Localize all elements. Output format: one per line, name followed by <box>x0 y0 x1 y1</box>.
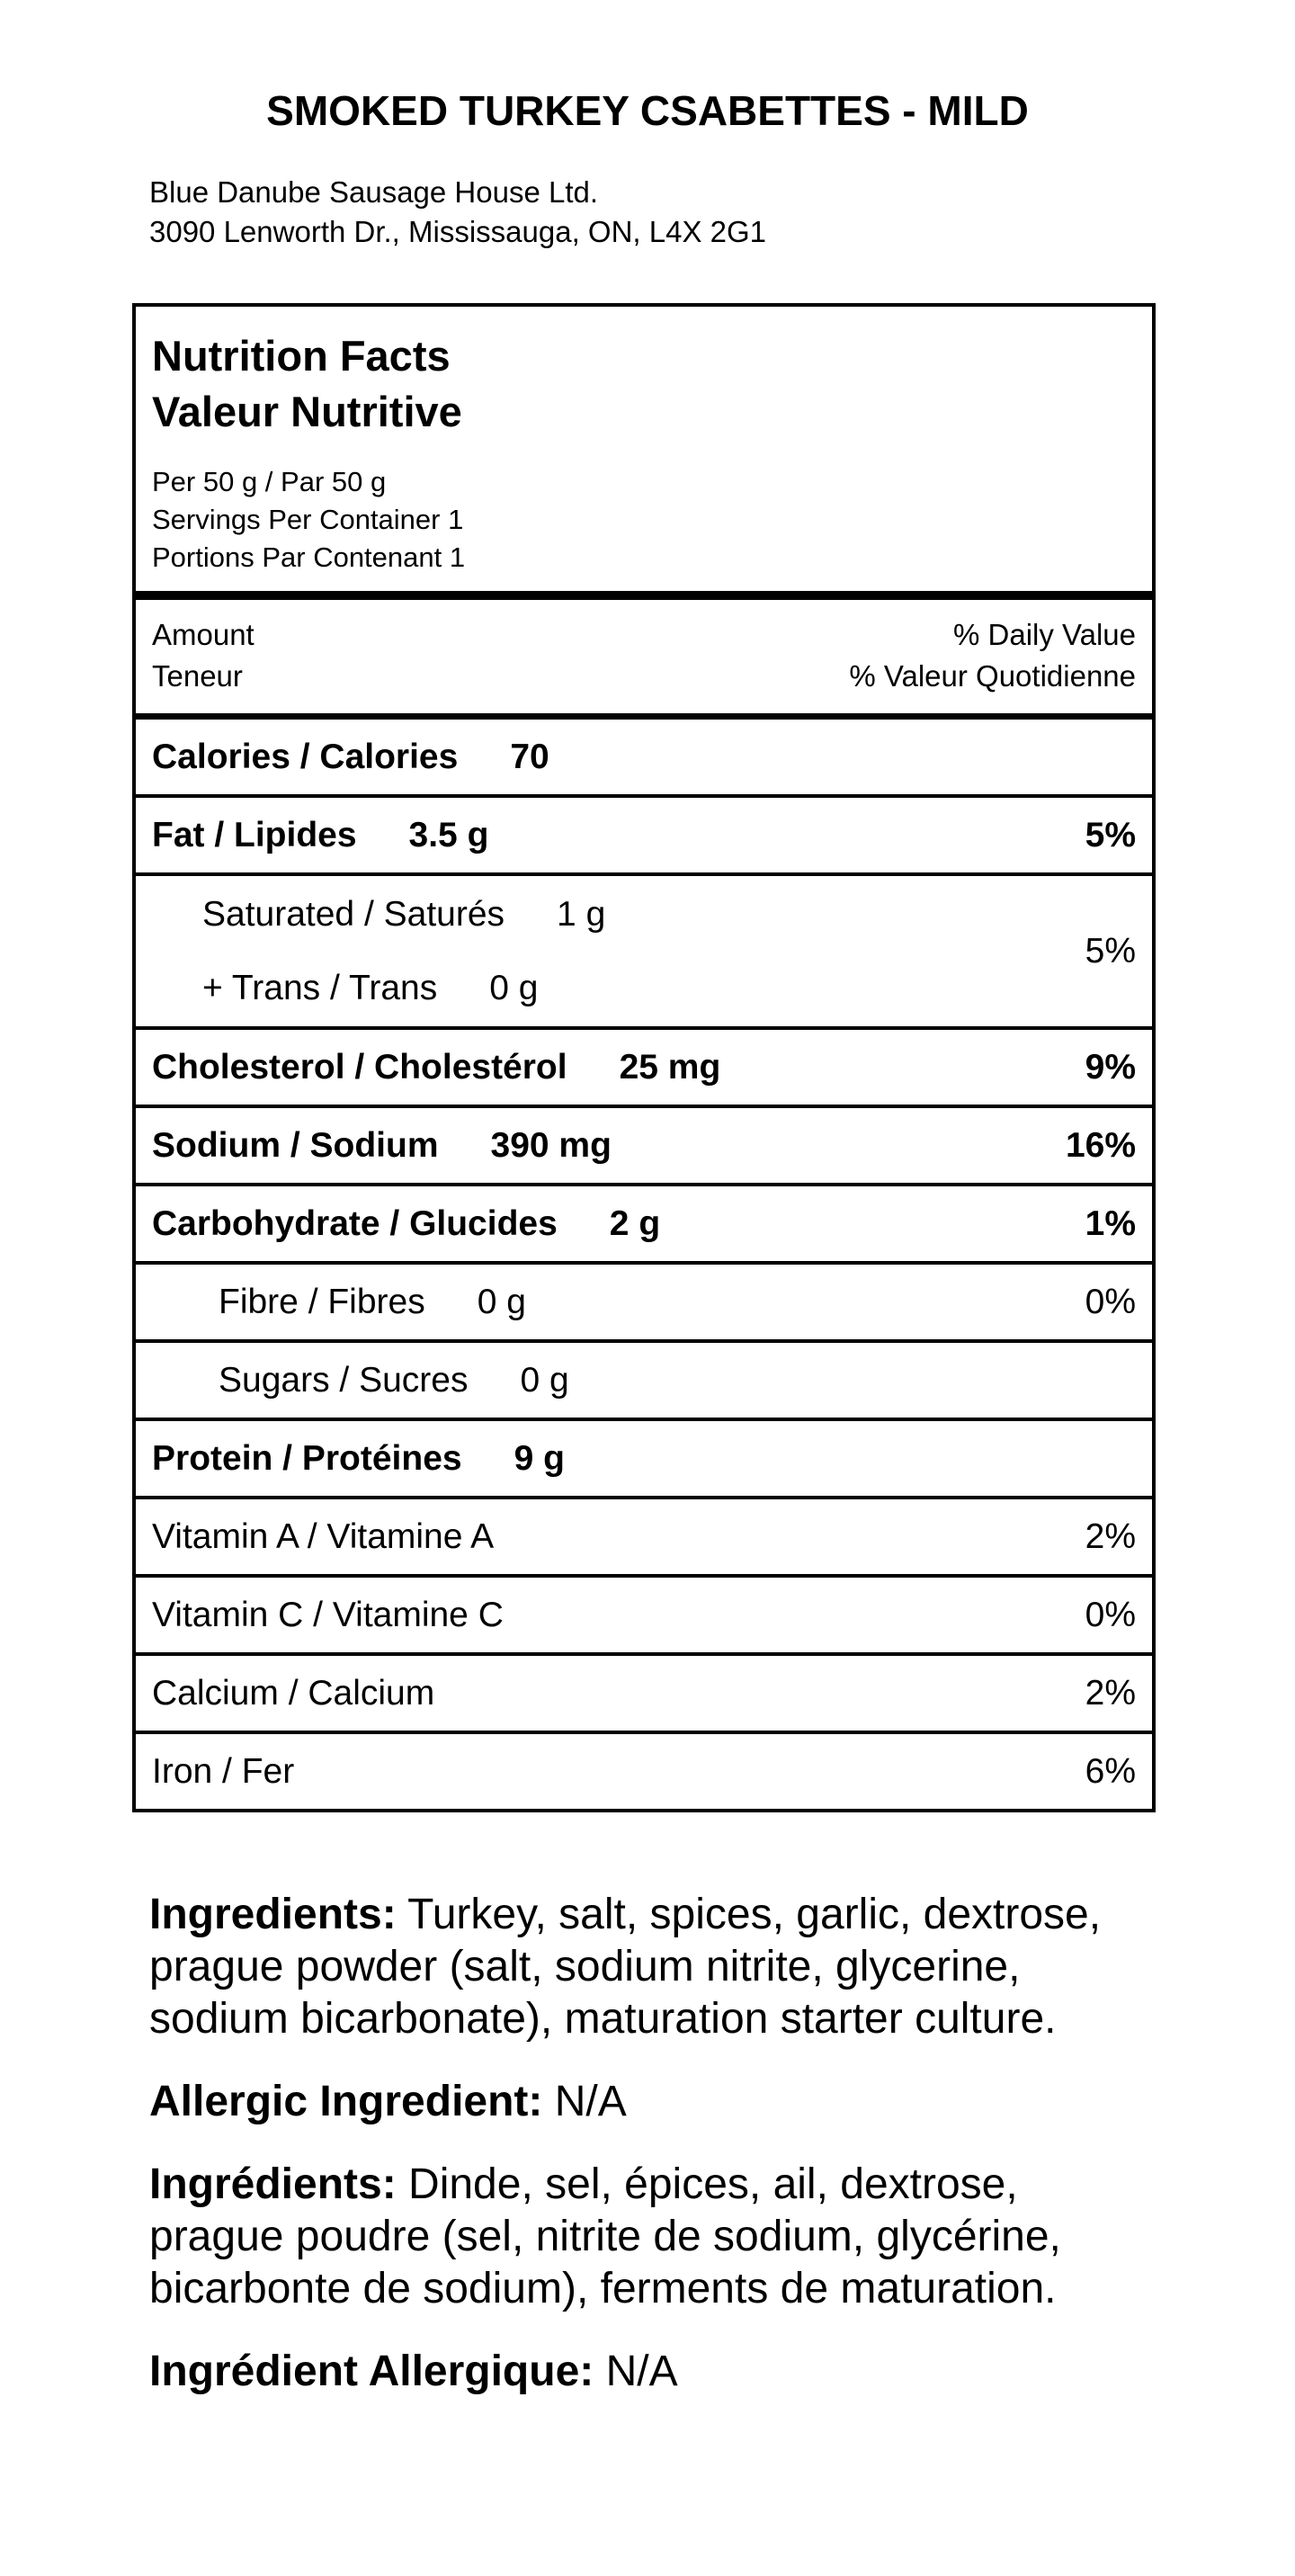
fat-row <box>136 794 1152 872</box>
vitamin-a-row <box>136 1496 1152 1574</box>
servings-per-container-en: Servings Per Container 1 <box>152 504 464 535</box>
thick-divider <box>136 591 1152 600</box>
fibre-percent: 0% <box>1085 1282 1136 1321</box>
facts-title-en: Nutrition Facts <box>152 332 451 380</box>
iron-percent: 6% <box>1085 1751 1136 1791</box>
fibre-row <box>136 1261 1152 1339</box>
calcium-row <box>136 1652 1152 1731</box>
carbohydrate-row <box>136 1183 1152 1261</box>
allergen-en-label: Allergic Ingredient: <box>149 2078 543 2125</box>
sodium-percent: 16% <box>1065 1125 1136 1165</box>
allergen-fr-label: Ingrédient Allergique: <box>149 2348 594 2395</box>
calories-value: 70 <box>510 737 549 776</box>
fat-percent: 5% <box>1085 815 1136 854</box>
protein-row <box>136 1418 1152 1496</box>
amount-labels <box>152 614 255 713</box>
carbohydrate-percent: 1% <box>1085 1203 1136 1243</box>
sugars-row <box>136 1339 1152 1418</box>
cholesterol-label: Cholesterol / Cholestérol <box>152 1047 567 1087</box>
calcium-percent: 2% <box>1085 1673 1136 1713</box>
fat-value: 3.5 g <box>408 815 489 854</box>
fat-label: Fat / Lipides <box>152 815 357 854</box>
vitamin-a-percent: 2% <box>1085 1516 1136 1556</box>
saturated-label: Saturated / Saturés <box>202 894 505 934</box>
medium-divider <box>136 713 1152 720</box>
ingredients-en-text: Turkey, salt, spices, garlic, dextrose, prague powder (salt, sodium nitrite, glycerine, sodium bicarbonate), maturation starter culture. <box>149 1891 1102 2043</box>
saturated-trans-list <box>152 895 605 1008</box>
vitamin-a-label: Vitamin A / Vitamine A <box>152 1516 495 1556</box>
trans-label: + Trans / Trans <box>202 968 438 1007</box>
nutrition-facts-table <box>132 303 1156 1812</box>
calories-label: Calories / Calories <box>152 737 459 776</box>
allergen-fr-value: N/A <box>605 2348 678 2395</box>
allergen-en <box>149 2076 1139 2128</box>
serving-info <box>152 463 1136 577</box>
calories-row <box>136 720 1152 794</box>
amount-label-en: Amount <box>152 618 255 651</box>
manufacturer-address <box>149 173 766 252</box>
fibre-label: Fibre / Fibres <box>219 1282 425 1321</box>
vitamin-c-percent: 0% <box>1085 1595 1136 1634</box>
carbohydrate-value: 2 g <box>609 1203 661 1243</box>
iron-label: Iron / Fer <box>152 1751 295 1791</box>
amount-header-row <box>136 600 1152 713</box>
calcium-label: Calcium / Calcium <box>152 1673 435 1713</box>
saturated-trans-percent: 5% <box>1085 931 1136 970</box>
daily-value-label-fr: % Valeur Quotidienne <box>849 659 1136 693</box>
amount-label-fr: Teneur <box>152 659 243 693</box>
servings-per-container-fr: Portions Par Contenant 1 <box>152 541 466 573</box>
product-title: SMOKED TURKEY CSABETTES - MILD <box>266 87 1029 134</box>
sodium-row <box>136 1105 1152 1183</box>
sodium-value: 390 mg <box>490 1125 612 1165</box>
vitamin-c-row <box>136 1574 1152 1652</box>
daily-value-labels <box>849 614 1136 713</box>
company-name: Blue Danube Sausage House Ltd. <box>149 175 599 209</box>
saturated-trans-row <box>136 872 1152 1026</box>
facts-title-fr: Valeur Nutritive <box>152 388 462 435</box>
sugars-value: 0 g <box>520 1360 569 1400</box>
daily-value-label-en: % Daily Value <box>953 618 1136 651</box>
facts-header <box>136 307 1152 591</box>
ingredients-fr-text: Dinde, sel, épices, ail, dextrose, prague poudre (sel, nitrite de sodium, glycérine, bicarbonte de sodium), ferments de maturation. <box>149 2160 1061 2312</box>
ingredients-en-label: Ingredients: <box>149 1891 397 1938</box>
carbohydrate-label: Carbohydrate / Glucides <box>152 1203 558 1243</box>
iron-row <box>136 1731 1152 1809</box>
saturated-value: 1 g <box>557 894 606 934</box>
trans-value: 0 g <box>489 968 539 1007</box>
serving-size: Per 50 g / Par 50 g <box>152 466 387 497</box>
vitamin-c-label: Vitamin C / Vitamine C <box>152 1595 504 1634</box>
sugars-label: Sugars / Sucres <box>219 1360 469 1400</box>
street-address: 3090 Lenworth Dr., Mississauga, ON, L4X 2G1 <box>149 215 767 248</box>
ingredients-en <box>149 1889 1139 2045</box>
allergen-en-value: N/A <box>554 2078 627 2125</box>
ingredients-section <box>149 1889 1139 2428</box>
ingredients-fr-label: Ingrédients: <box>149 2160 397 2208</box>
sodium-label: Sodium / Sodium <box>152 1125 439 1165</box>
ingredients-fr <box>149 2159 1139 2315</box>
protein-value: 9 g <box>514 1438 565 1478</box>
fibre-value: 0 g <box>477 1282 526 1321</box>
cholesterol-percent: 9% <box>1085 1047 1136 1087</box>
allergen-fr <box>149 2346 1139 2398</box>
cholesterol-row <box>136 1026 1152 1105</box>
protein-label: Protein / Protéines <box>152 1438 462 1478</box>
cholesterol-value: 25 mg <box>619 1047 721 1087</box>
